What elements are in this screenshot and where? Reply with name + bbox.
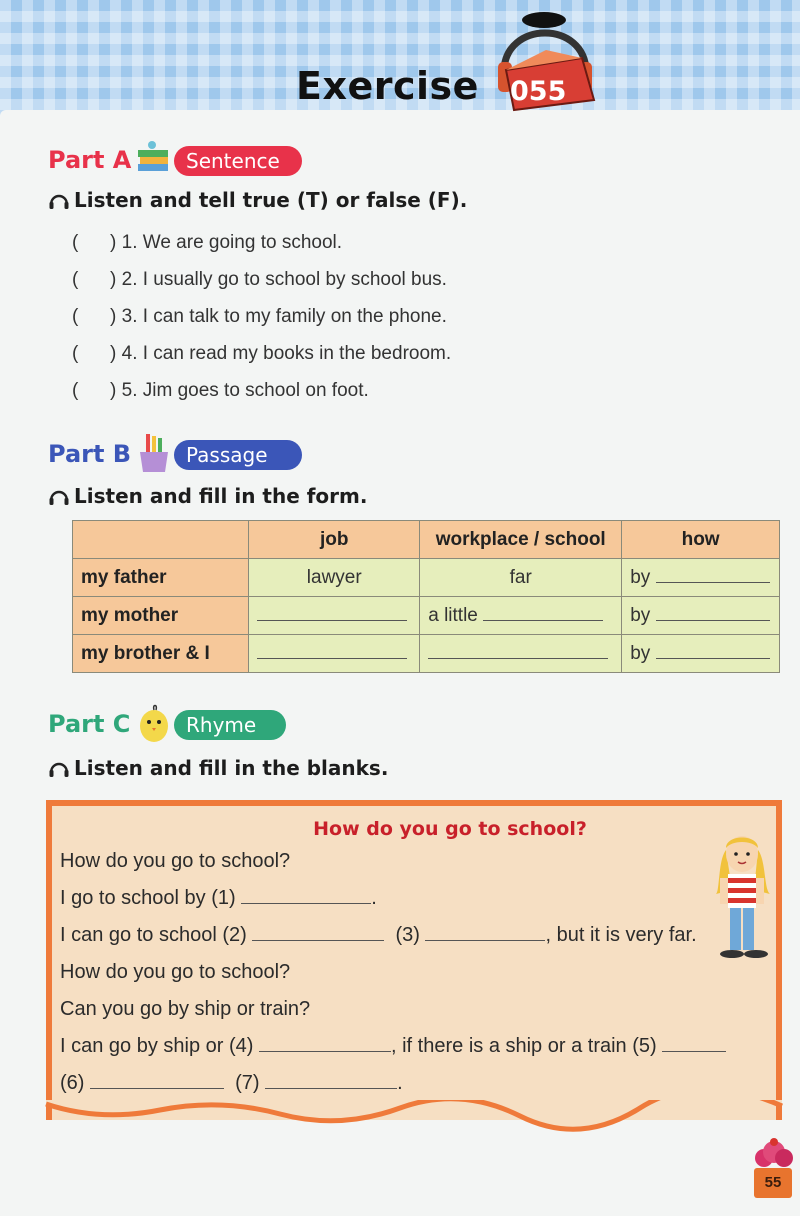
answer-blank[interactable] [252, 924, 384, 941]
torn-edge [40, 1100, 790, 1134]
cupcake-icon [752, 1136, 794, 1172]
rhyme-line: I can go by ship or (4) , if there is a ship or a train (5) [60, 1035, 726, 1058]
workplace-cell: far [420, 559, 622, 597]
exercise-badge [486, 10, 606, 122]
how-cell: by [622, 597, 780, 635]
part-b-pill: Passage [174, 440, 302, 470]
part-b-label: Part B [48, 440, 132, 468]
part-c-instruction-row [48, 756, 388, 780]
part-a-label: Part A [48, 146, 132, 174]
table-header-row [73, 521, 780, 559]
part-c-pill: Rhyme [174, 710, 286, 740]
part-b-instruction-row [48, 484, 367, 508]
headphones-small-icon [48, 757, 70, 779]
answer-blank[interactable] [257, 604, 407, 621]
part-b-instruction: Listen and fill in the form. [74, 484, 368, 508]
page-number: 55 [754, 1168, 792, 1198]
part-c-heading [48, 708, 308, 744]
part-a-heading [48, 144, 308, 180]
column-header: how [622, 521, 780, 559]
job-cell [249, 635, 420, 673]
books-icon [132, 138, 176, 182]
part-c-instruction: Listen and fill in the blanks. [74, 756, 389, 780]
answer-blank[interactable] [656, 566, 770, 583]
how-cell: by [622, 559, 780, 597]
rhyme-line: (6) (7) . [60, 1072, 403, 1094]
part-c-label: Part C [48, 710, 131, 738]
tf-item: ( ) 5. Jim goes to school on foot. [72, 380, 369, 401]
table-corner [73, 521, 249, 559]
tf-item: ( ) 1. We are going to school. [72, 232, 343, 253]
answer-blank[interactable] [662, 1035, 726, 1052]
answer-blank[interactable] [425, 924, 545, 941]
part-a-pill: Sentence [174, 146, 302, 176]
column-header: job [249, 521, 420, 559]
rhyme-line: I go to school by (1) . [60, 887, 377, 909]
column-header: workplace / school [420, 521, 622, 559]
row-header: my father [73, 559, 249, 597]
fill-form-table [72, 520, 780, 673]
answer-blank[interactable] [656, 604, 770, 621]
row-header: my mother [73, 597, 249, 635]
pencil-cup-icon [132, 432, 176, 476]
workplace-cell [420, 635, 622, 673]
job-cell: lawyer [249, 559, 420, 597]
answer-blank[interactable] [483, 604, 603, 621]
tf-item: ( ) 3. I can talk to my family on the phone. [72, 306, 447, 327]
how-cell: by [622, 635, 780, 673]
answer-blank[interactable] [656, 642, 770, 659]
answer-blank[interactable] [428, 642, 608, 659]
page-title: Exercise [296, 64, 479, 108]
tf-item: ( ) 4. I can read my books in the bedroom. [72, 343, 452, 364]
job-cell [249, 597, 420, 635]
answer-blank[interactable] [90, 1072, 224, 1089]
answer-blank[interactable] [259, 1035, 391, 1052]
part-b-heading [48, 438, 308, 474]
workplace-cell: a little [420, 597, 622, 635]
headphones-small-icon [48, 189, 70, 211]
exercise-number: 055 [510, 76, 567, 107]
answer-blank[interactable] [265, 1072, 397, 1089]
girl-illustration [708, 830, 778, 964]
table-row [73, 635, 780, 673]
rhyme-line: How do you go to school? [60, 850, 291, 872]
part-a-instruction: Listen and tell true (T) or false (F). [74, 188, 468, 212]
part-a-instruction-row [48, 188, 467, 212]
rhyme-line: Can you go by ship or train? [60, 998, 311, 1020]
rhyme-title: How do you go to school? [313, 818, 587, 840]
headphones-small-icon [48, 485, 70, 507]
rhyme-line: How do you go to school? [60, 961, 291, 983]
answer-blank[interactable] [241, 887, 371, 904]
chick-icon [132, 702, 176, 746]
tf-item: ( ) 2. I usually go to school by school bus. [72, 269, 447, 290]
rhyme-line: I can go to school (2) (3) , but it is very far. [60, 924, 697, 946]
row-header: my brother & I [73, 635, 249, 673]
answer-blank[interactable] [257, 642, 407, 659]
table-row [73, 559, 780, 597]
table-row [73, 597, 780, 635]
